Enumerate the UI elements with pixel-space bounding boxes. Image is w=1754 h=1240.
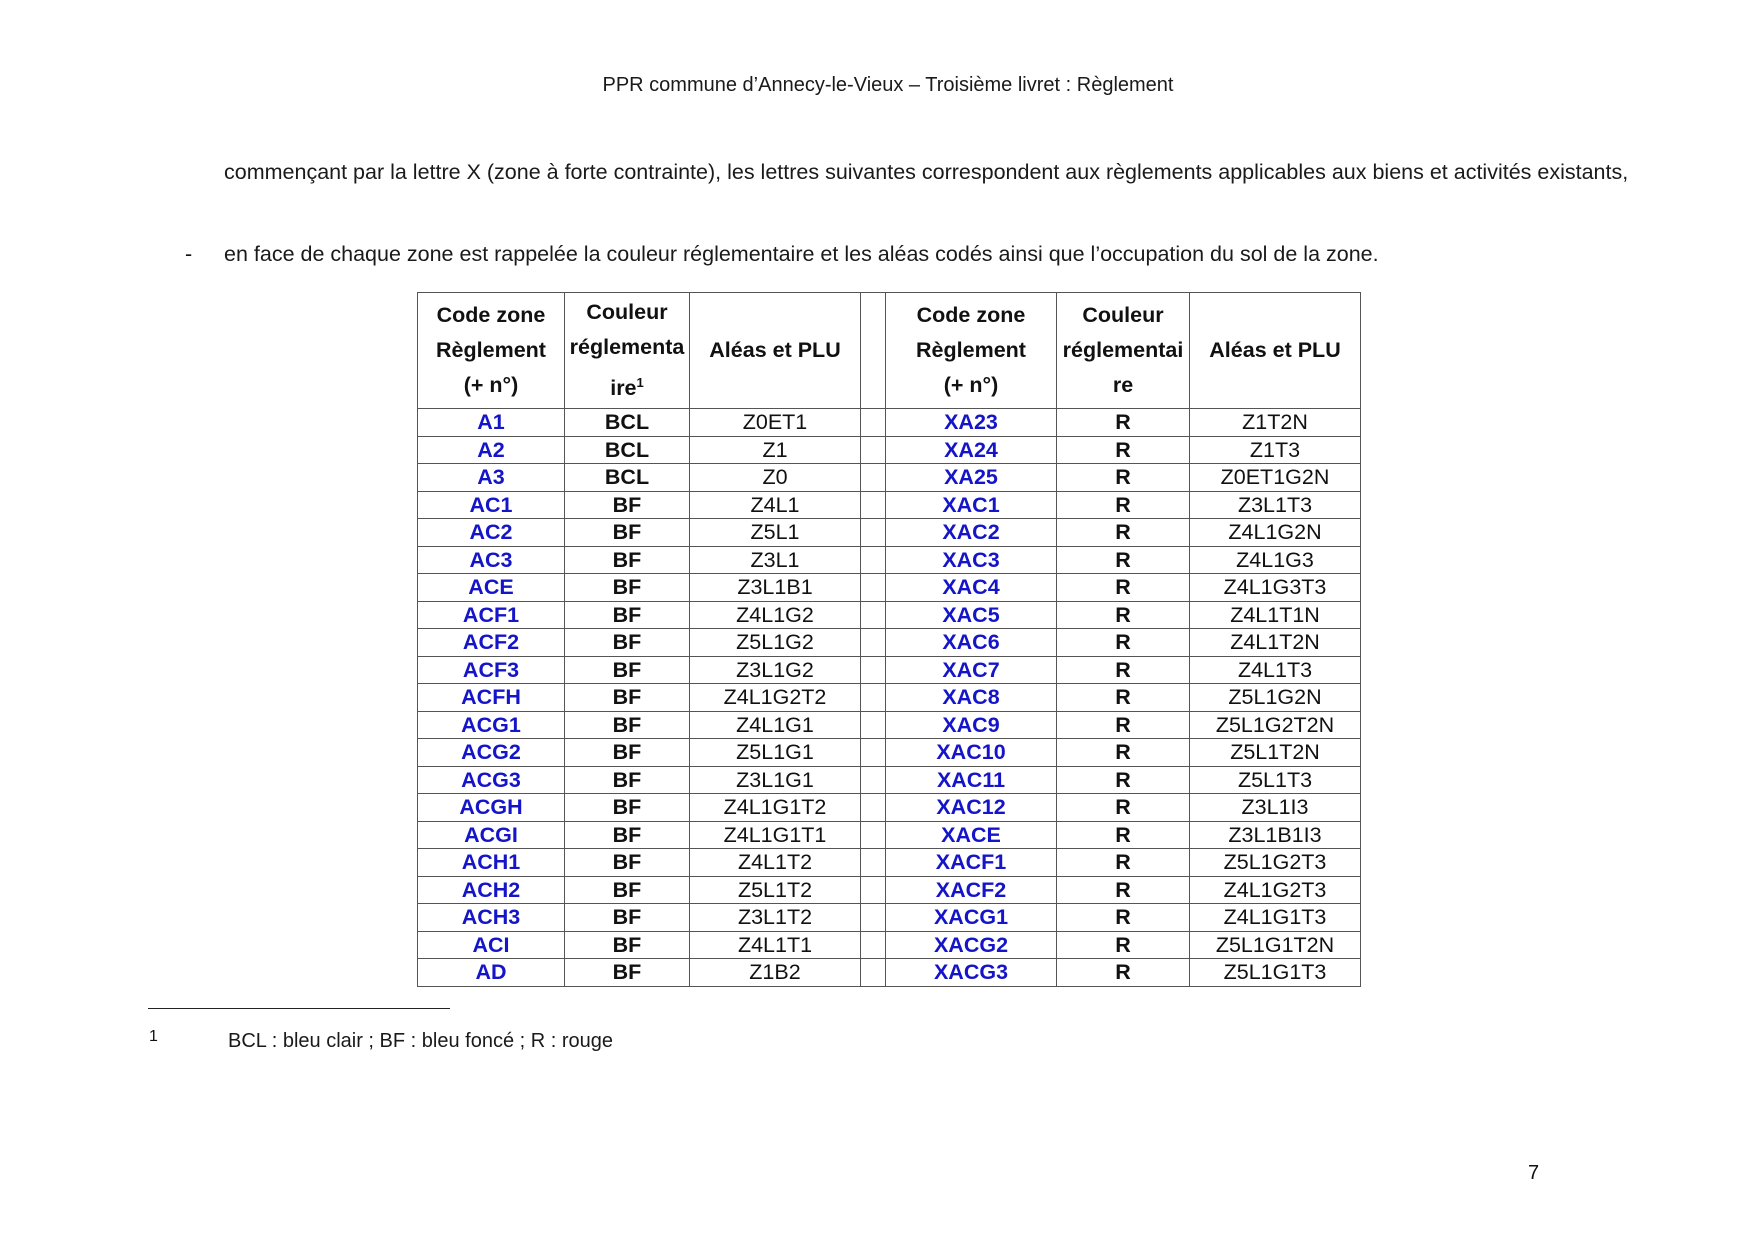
table-row bbox=[418, 931, 1361, 959]
zone-code-left: ACH1 bbox=[418, 849, 565, 877]
zone-code-right: XACF1 bbox=[886, 849, 1057, 877]
footnote-separator bbox=[148, 1008, 450, 1009]
zone-code-left: AC2 bbox=[418, 519, 565, 547]
zone-alea-left: Z4L1G1T1 bbox=[690, 821, 861, 849]
zone-alea-left: Z3L1 bbox=[690, 546, 861, 574]
zone-color-right: R bbox=[1057, 519, 1190, 547]
zone-color-right: R bbox=[1057, 546, 1190, 574]
table-row bbox=[418, 519, 1361, 547]
table-row bbox=[418, 766, 1361, 794]
column-gap bbox=[861, 931, 886, 959]
column-gap bbox=[861, 629, 886, 657]
column-gap bbox=[861, 409, 886, 437]
zone-alea-right: Z4L1T3 bbox=[1190, 656, 1361, 684]
zone-code-right: XACG1 bbox=[886, 904, 1057, 932]
zone-code-left: ACFH bbox=[418, 684, 565, 712]
table-row bbox=[418, 464, 1361, 492]
zone-code-right: XAC3 bbox=[886, 546, 1057, 574]
zone-code-left: ACH2 bbox=[418, 876, 565, 904]
column-gap bbox=[861, 293, 886, 409]
zone-code-left: ACF3 bbox=[418, 656, 565, 684]
zone-alea-left: Z4L1G2 bbox=[690, 601, 861, 629]
zone-color-left: BF bbox=[565, 574, 690, 602]
zone-color-right: R bbox=[1057, 601, 1190, 629]
header-code-right: Code zone Règlement (+ n°) bbox=[886, 293, 1057, 409]
table-row bbox=[418, 574, 1361, 602]
column-gap bbox=[861, 519, 886, 547]
zone-alea-left: Z4L1 bbox=[690, 491, 861, 519]
zone-color-right: R bbox=[1057, 876, 1190, 904]
table-row bbox=[418, 821, 1361, 849]
zone-alea-left: Z4L1G1T2 bbox=[690, 794, 861, 822]
zone-color-right: R bbox=[1057, 931, 1190, 959]
zone-color-left: BF bbox=[565, 931, 690, 959]
column-gap bbox=[861, 656, 886, 684]
column-gap bbox=[861, 601, 886, 629]
zone-alea-right: Z4L1G3T3 bbox=[1190, 574, 1361, 602]
footnote-ref[interactable]: 1 bbox=[636, 375, 644, 390]
zone-color-left: BF bbox=[565, 491, 690, 519]
zone-code-right: XA24 bbox=[886, 436, 1057, 464]
zone-code-left: AD bbox=[418, 959, 565, 987]
zone-code-left: ACH3 bbox=[418, 904, 565, 932]
zone-color-left: BF bbox=[565, 904, 690, 932]
zone-alea-left: Z4L1G1 bbox=[690, 711, 861, 739]
zone-alea-right: Z5L1G2T3 bbox=[1190, 849, 1361, 877]
header-alea-right: Aléas et PLU bbox=[1190, 293, 1361, 409]
zone-alea-right: Z5L1T3 bbox=[1190, 766, 1361, 794]
zone-code-left: AC3 bbox=[418, 546, 565, 574]
zone-alea-right: Z1T3 bbox=[1190, 436, 1361, 464]
zone-alea-right: Z5L1G2N bbox=[1190, 684, 1361, 712]
column-gap bbox=[861, 904, 886, 932]
zone-alea-right: Z4L1T1N bbox=[1190, 601, 1361, 629]
zone-color-right: R bbox=[1057, 684, 1190, 712]
zone-code-right: XACG2 bbox=[886, 931, 1057, 959]
header-color-right: Couleur réglementai re bbox=[1057, 293, 1190, 409]
zone-alea-right: Z4L1T2N bbox=[1190, 629, 1361, 657]
paragraph-bullet: en face de chaque zone est rappelée la couleur réglementaire et les aléas codés ainsi que l’occupation du sol de la zone. bbox=[224, 242, 1379, 266]
column-gap bbox=[861, 739, 886, 767]
zone-code-left: ACGH bbox=[418, 794, 565, 822]
zone-code-left: ACG1 bbox=[418, 711, 565, 739]
table-row bbox=[418, 794, 1361, 822]
zone-alea-left: Z5L1G1 bbox=[690, 739, 861, 767]
header-color-left: Couleur réglementa ire$^1$ bbox=[565, 293, 690, 409]
table-row bbox=[418, 629, 1361, 657]
zone-alea-left: Z1 bbox=[690, 436, 861, 464]
column-gap bbox=[861, 546, 886, 574]
column-gap bbox=[861, 464, 886, 492]
header-alea-left: Aléas et PLU bbox=[690, 293, 861, 409]
zone-alea-right: Z3L1B1I3 bbox=[1190, 821, 1361, 849]
zone-code-right: XAC10 bbox=[886, 739, 1057, 767]
zone-color-left: BF bbox=[565, 794, 690, 822]
zone-code-left: ACF2 bbox=[418, 629, 565, 657]
zone-color-right: R bbox=[1057, 491, 1190, 519]
zone-color-left: BF bbox=[565, 656, 690, 684]
column-gap bbox=[861, 684, 886, 712]
zone-alea-right: Z1T2N bbox=[1190, 409, 1361, 437]
zone-code-right: XAC1 bbox=[886, 491, 1057, 519]
zone-color-left: BF bbox=[565, 876, 690, 904]
table-row bbox=[418, 409, 1361, 437]
column-gap bbox=[861, 491, 886, 519]
zone-code-left: A2 bbox=[418, 436, 565, 464]
table-row bbox=[418, 876, 1361, 904]
zone-color-right: R bbox=[1057, 904, 1190, 932]
zone-code-right: XACE bbox=[886, 821, 1057, 849]
zone-color-left: BF bbox=[565, 821, 690, 849]
table-row bbox=[418, 959, 1361, 987]
zone-alea-left: Z5L1G2 bbox=[690, 629, 861, 657]
zone-alea-left: Z5L1T2 bbox=[690, 876, 861, 904]
zone-alea-right: Z3L1T3 bbox=[1190, 491, 1361, 519]
zone-color-right: R bbox=[1057, 821, 1190, 849]
zones-table bbox=[417, 292, 1361, 987]
zone-code-left: A3 bbox=[418, 464, 565, 492]
footnote-number: 1 bbox=[149, 1028, 158, 1045]
column-gap bbox=[861, 766, 886, 794]
header-code-left: Code zone Règlement (+ n°) bbox=[418, 293, 565, 409]
table-row bbox=[418, 684, 1361, 712]
zone-color-right: R bbox=[1057, 849, 1190, 877]
zone-color-left: BF bbox=[565, 546, 690, 574]
zone-alea-left: Z3L1B1 bbox=[690, 574, 861, 602]
zone-color-left: BF bbox=[565, 519, 690, 547]
zone-color-right: R bbox=[1057, 464, 1190, 492]
zone-color-right: R bbox=[1057, 739, 1190, 767]
table-row bbox=[418, 491, 1361, 519]
zone-color-left: BCL bbox=[565, 464, 690, 492]
zone-code-right: XAC5 bbox=[886, 601, 1057, 629]
zone-alea-right: Z5L1G1T3 bbox=[1190, 959, 1361, 987]
zone-code-right: XAC4 bbox=[886, 574, 1057, 602]
zone-color-left: BF bbox=[565, 684, 690, 712]
zone-code-right: XACF2 bbox=[886, 876, 1057, 904]
zone-color-left: BF bbox=[565, 849, 690, 877]
table-row bbox=[418, 436, 1361, 464]
zone-alea-left: Z3L1G2 bbox=[690, 656, 861, 684]
zone-color-right: R bbox=[1057, 436, 1190, 464]
zone-code-left: ACE bbox=[418, 574, 565, 602]
zone-alea-right: Z4L1G2T3 bbox=[1190, 876, 1361, 904]
zone-code-left: ACF1 bbox=[418, 601, 565, 629]
zone-code-right: XACG3 bbox=[886, 959, 1057, 987]
column-gap bbox=[861, 711, 886, 739]
table-row bbox=[418, 601, 1361, 629]
zone-code-left: ACI bbox=[418, 931, 565, 959]
zone-color-right: R bbox=[1057, 794, 1190, 822]
zone-code-right: XA23 bbox=[886, 409, 1057, 437]
zone-alea-right: Z4L1G1T3 bbox=[1190, 904, 1361, 932]
zone-alea-right: Z4L1G2N bbox=[1190, 519, 1361, 547]
zone-code-right: XAC12 bbox=[886, 794, 1057, 822]
zone-alea-right: Z4L1G3 bbox=[1190, 546, 1361, 574]
bullet-dash: - bbox=[185, 242, 193, 266]
table-row bbox=[418, 711, 1361, 739]
zone-alea-left: Z3L1G1 bbox=[690, 766, 861, 794]
zone-alea-right: Z5L1G1T2N bbox=[1190, 931, 1361, 959]
zone-alea-left: Z4L1G2T2 bbox=[690, 684, 861, 712]
zone-color-right: R bbox=[1057, 656, 1190, 684]
zone-color-left: BCL bbox=[565, 409, 690, 437]
zone-code-left: AC1 bbox=[418, 491, 565, 519]
zone-code-right: XAC7 bbox=[886, 656, 1057, 684]
zone-alea-left: Z5L1 bbox=[690, 519, 861, 547]
zone-code-right: XAC6 bbox=[886, 629, 1057, 657]
zone-color-right: R bbox=[1057, 574, 1190, 602]
zone-alea-right: Z3L1I3 bbox=[1190, 794, 1361, 822]
zone-color-left: BF bbox=[565, 629, 690, 657]
zone-code-left: A1 bbox=[418, 409, 565, 437]
zone-color-right: R bbox=[1057, 629, 1190, 657]
paragraph-intro: commençant par la lettre X (zone à forte contrainte), les lettres suivantes correspondent aux règlements applicables aux biens et activités existants, bbox=[224, 160, 1629, 184]
zone-alea-right: Z5L1T2N bbox=[1190, 739, 1361, 767]
table-row bbox=[418, 656, 1361, 684]
zone-alea-right: Z5L1G2T2N bbox=[1190, 711, 1361, 739]
zone-color-left: BF bbox=[565, 601, 690, 629]
table-row bbox=[418, 739, 1361, 767]
zone-code-left: ACG3 bbox=[418, 766, 565, 794]
zone-color-right: R bbox=[1057, 711, 1190, 739]
zone-color-right: R bbox=[1057, 766, 1190, 794]
table-row bbox=[418, 904, 1361, 932]
zone-alea-right: Z0ET1G2N bbox=[1190, 464, 1361, 492]
zone-code-right: XAC8 bbox=[886, 684, 1057, 712]
table-row bbox=[418, 546, 1361, 574]
zone-alea-left: Z0 bbox=[690, 464, 861, 492]
zone-alea-left: Z0ET1 bbox=[690, 409, 861, 437]
page-number: 7 bbox=[1528, 1162, 1540, 1184]
zone-alea-left: Z1B2 bbox=[690, 959, 861, 987]
table-row bbox=[418, 849, 1361, 877]
zone-alea-left: Z3L1T2 bbox=[690, 904, 861, 932]
zone-code-left: ACGI bbox=[418, 821, 565, 849]
table-header-row bbox=[418, 293, 1361, 409]
column-gap bbox=[861, 959, 886, 987]
zone-code-right: XAC11 bbox=[886, 766, 1057, 794]
zone-color-left: BF bbox=[565, 959, 690, 987]
column-gap bbox=[861, 849, 886, 877]
zone-code-right: XAC2 bbox=[886, 519, 1057, 547]
column-gap bbox=[861, 876, 886, 904]
zone-code-left: ACG2 bbox=[418, 739, 565, 767]
zone-code-right: XAC9 bbox=[886, 711, 1057, 739]
zone-code-right: XA25 bbox=[886, 464, 1057, 492]
column-gap bbox=[861, 821, 886, 849]
page-header: PPR commune d’Annecy-le-Vieux – Troisième livret : Règlement bbox=[602, 74, 1174, 96]
column-gap bbox=[861, 574, 886, 602]
zone-color-left: BCL bbox=[565, 436, 690, 464]
zone-color-right: R bbox=[1057, 409, 1190, 437]
column-gap bbox=[861, 794, 886, 822]
footnote-text: BCL : bleu clair ; BF : bleu foncé ; R : rouge bbox=[228, 1030, 613, 1052]
zone-alea-left: Z4L1T1 bbox=[690, 931, 861, 959]
zone-color-left: BF bbox=[565, 766, 690, 794]
zone-alea-left: Z4L1T2 bbox=[690, 849, 861, 877]
column-gap bbox=[861, 436, 886, 464]
zone-color-left: BF bbox=[565, 739, 690, 767]
zone-color-left: BF bbox=[565, 711, 690, 739]
zone-color-right: R bbox=[1057, 959, 1190, 987]
